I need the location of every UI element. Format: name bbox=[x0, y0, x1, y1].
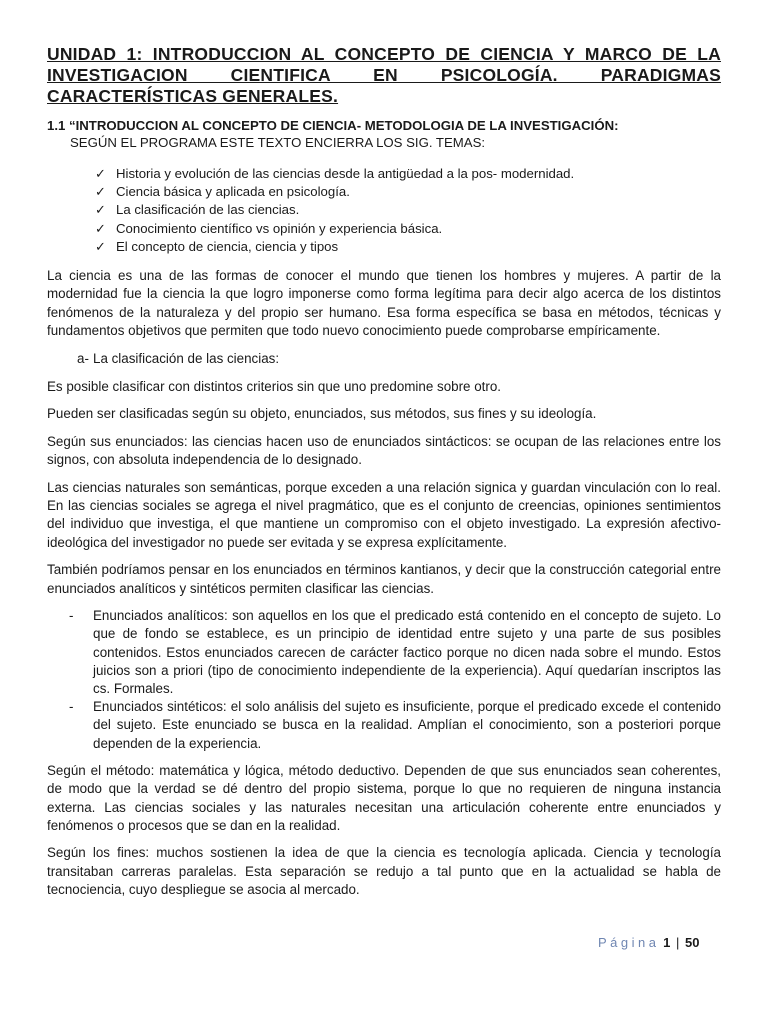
lettered-item bbox=[77, 350, 721, 368]
topic-text: Historia y evolución de las ciencias desde la antigüedad a la pos- modernidad. bbox=[116, 166, 575, 181]
topic-item bbox=[95, 201, 721, 219]
page-word: Página bbox=[598, 935, 660, 950]
topics-list bbox=[47, 165, 721, 256]
lettered-text: La clasificación de las ciencias: bbox=[93, 350, 280, 366]
paragraph-ends: Según los fines: muchos sostienen la idea de que la ciencia es tecnología aplicada. Ciencia y tecnología transitaban carreras paralelas. Esta separación se redujo a tal punto que en la actualidad se habla de tecnociencia, cuyo despliegue se asocia al mercado. bbox=[47, 845, 721, 898]
topic-item bbox=[95, 220, 721, 238]
dash-item-synthetic bbox=[69, 698, 721, 753]
topic-text: La clasificación de las ciencias. bbox=[116, 202, 300, 218]
topic-item bbox=[95, 165, 721, 183]
page-total: 50 bbox=[684, 935, 700, 950]
section-heading: 1.1 “INTRODUCCION AL CONCEPTO DE CIENCIA- METODOLOGIA DE LA INVESTIGACIÓN: bbox=[47, 118, 619, 133]
check-icon: ✓ bbox=[95, 220, 106, 236]
dash-item-text: Enunciados sintéticos: el solo análisis del sujeto es insuficiente, porque el predicado excede el contenido del sujeto. Este enunciado se busca en la realidad. Amplían el conocimiento, son a posteriori porque dependen de la experiencia. bbox=[93, 699, 721, 751]
paragraph-classification-criteria: Es posible clasificar con distintos criterios sin que uno predomine sobre otro. bbox=[47, 379, 502, 395]
paragraph-kantian: También podríamos pensar en los enunciados en términos kantianos, y decir que la construcción categorial entre enunciados analíticos y sintéticos permiten clasificar las ciencias. bbox=[47, 562, 721, 596]
dash-marker: - bbox=[69, 699, 74, 715]
statement-types-list bbox=[47, 607, 721, 753]
paragraph-method: Según el método: matemática y lógica, método deductivo. Dependen de que sus enunciados sean coherentes, de modo que la verdad se dé dentro del propio sistema, porque lo que no requieren de ninguna instancia externa. Las ciencias sociales y las naturales necesitan una articulación coherente entre enunciados y fenómenos o procesos que se dan en la realidad. bbox=[47, 762, 721, 833]
check-icon: ✓ bbox=[95, 202, 106, 218]
topic-item bbox=[95, 183, 721, 201]
lettered-marker: a- bbox=[77, 350, 89, 366]
paragraph-classification-types: Pueden ser clasificadas según su objeto, enunciados, sus métodos, sus fines y su ideología. bbox=[47, 406, 597, 422]
unit-title: UNIDAD 1: INTRODUCCION AL CONCEPTO DE CIENCIA Y MARCO DE LA INVESTIGACION CIENTIFICA EN PSICOLOGÍA. PARADIGMAS CARACTERÍSTICAS GENERALES. bbox=[47, 44, 721, 106]
page-footer bbox=[598, 935, 699, 950]
check-icon: ✓ bbox=[95, 184, 106, 200]
topic-text: Conocimiento científico vs opinión y experiencia básica. bbox=[116, 220, 443, 236]
dash-item-analytic bbox=[69, 607, 721, 698]
page-separator: | bbox=[675, 935, 680, 950]
topic-text: Ciencia básica y aplicada en psicología. bbox=[116, 184, 350, 200]
paragraph-statements: Según sus enunciados: las ciencias hacen uso de enunciados sintácticos: se ocupan de las relaciones entre los signos, con absoluta independencia de lo designado. bbox=[47, 433, 721, 468]
dash-marker: - bbox=[69, 608, 74, 624]
topic-text: El concepto de ciencia, ciencia y tipos bbox=[116, 238, 339, 254]
check-icon: ✓ bbox=[95, 238, 106, 254]
check-icon: ✓ bbox=[95, 166, 106, 181]
paragraph-natural-sciences: Las ciencias naturales son semánticas, porque exceden a una relación signica y guardan vinculación con lo real. En las ciencias sociales se agrega el nivel pragmático, que es el conjunto de creencias, opiniones sentimientos del individuo que investiga, el que mantiene un compromiso con el objeto investigado. La expresión afectivo- ideológica del investigador no puede ser evitada y se expresa explícitamente. bbox=[47, 479, 721, 550]
section-subheading: SEGÚN EL PROGRAMA ESTE TEXTO ENCIERRA LOS SIG. TEMAS: bbox=[70, 135, 486, 150]
page-number: 1 bbox=[663, 935, 671, 950]
document-page bbox=[47, 44, 721, 909]
dash-item-text: Enunciados analíticos: son aquellos en los que el predicado está contenido en el concepto de sujeto. Lo que de fondo se establece, es un principio de identidad entre sujeto y una parte de sus posibles contenidos. Estos enunciados carecen de carácter factico porque no dicen nada sobre el mundo. Estos juicios son a priori (tipo de conocimiento independiente de la experiencia). Aquí quedarían inscriptos las cs. Formales. bbox=[93, 608, 721, 696]
paragraph-science-definition: La ciencia es una de las formas de conocer el mundo que tienen los hombres y mujeres. A partir de la modernidad fue la ciencia la que logro imponerse como forma legítima para decir algo acerca de los distintos fenómenos de la naturaleza y del propio ser humano. Esa forma específica se basa en métodos, técnicas y fundamentos objetivos que permiten que todo nuevo conocimiento puede comprobarse empíricamente. bbox=[47, 268, 721, 339]
topic-item bbox=[95, 238, 721, 256]
